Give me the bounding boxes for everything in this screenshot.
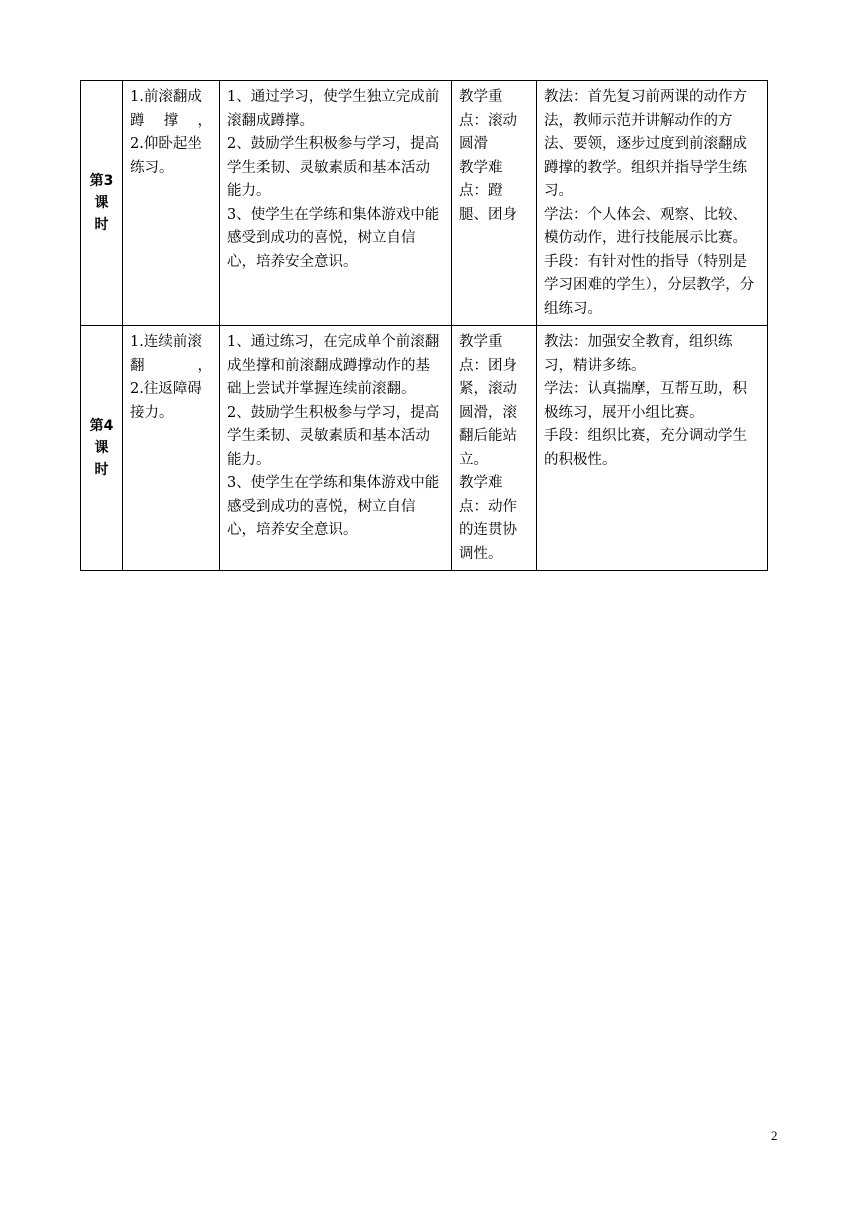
key-points-cell: 教学重点：滚动圆滑 教学难点：蹬腿、团身: [452, 81, 537, 326]
methods-cell: 教法：首先复习前两课的动作方法，教师示范并讲解动作的方法、要领，逐步过度到前滚翻成蹲撑的教学。组织并指导学生练习。 学法：个人体会、观察、比较、模仿动作，进行技能展示比赛。 手段：有针对性的指导（特别是学习困难的学生），分层教学，分组练习。: [537, 81, 768, 326]
table-row: [81, 326, 768, 571]
methods-cell: 教法：加强安全教育，组织练习，精讲多练。 学法：认真揣摩，互帮互助，积极练习，展开小组比赛。 手段：组织比赛，充分调动学生的积极性。: [537, 326, 768, 571]
table-row: [81, 81, 768, 326]
lesson-content-cell: 1.连续前滚 翻 ， 2.往返障碍 接力。: [123, 326, 220, 571]
key-points-cell: 教学重点：团身紧，滚动圆滑，滚翻后能站立。 教学难点：动作的连贯协调性。: [452, 326, 537, 571]
lesson-content-cell: 1.前滚翻成 蹲 撑 ， 2.仰卧起坐 练习。: [123, 81, 220, 326]
page-number: 2: [771, 1128, 778, 1143]
lesson-plan-table: [80, 80, 768, 571]
lesson-goals-cell: 1、通过学习，使学生独立完成前滚翻成蹲撑。 2、鼓励学生积极参与学习，提高学生柔韧、灵敏素质和基本活动能力。 3、使学生在学练和集体游戏中能感受到成功的喜悦，树立自信心，培养安全意识。: [220, 81, 452, 326]
lesson-label: 第3 课 时: [81, 81, 123, 326]
lesson-goals-cell: 1、通过练习，在完成单个前滚翻成坐撑和前滚翻成蹲撑动作的基础上尝试并掌握连续前滚翻。 2、鼓励学生积极参与学习，提高学生柔韧、灵敏素质和基本活动能力。 3、使学生在学练和集体游戏中能感受到成功的喜悦，树立自信心，培养安全意识。: [220, 326, 452, 571]
lesson-label: 第4 课 时: [81, 326, 123, 571]
